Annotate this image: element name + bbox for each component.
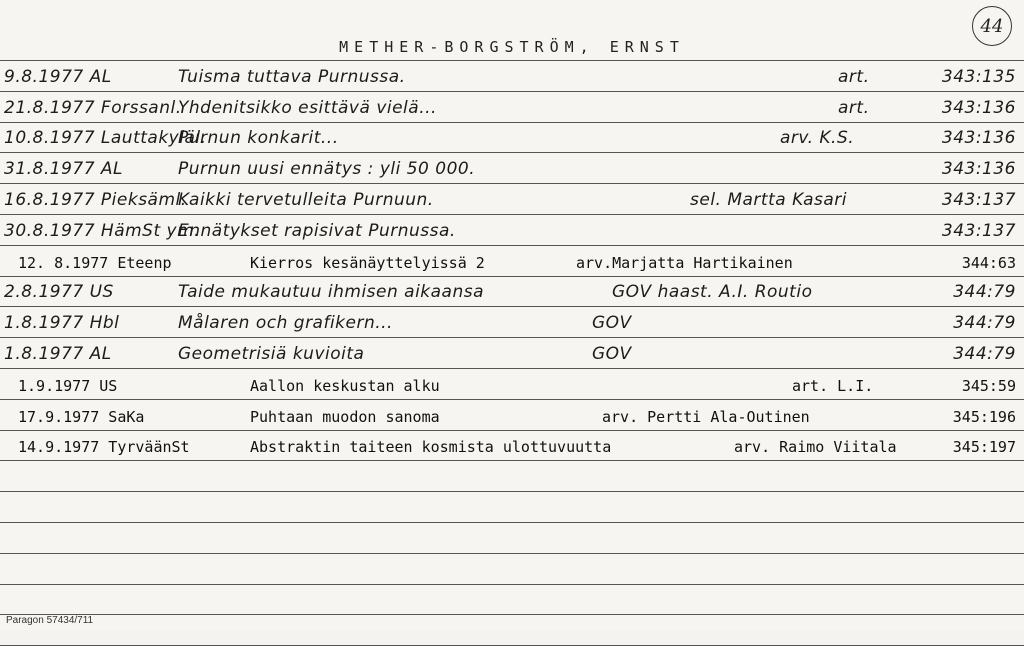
ruled-line [0,553,1024,554]
entry-date-source: 31.8.1977 AL [4,159,124,180]
ruled-line [0,399,1024,400]
ruled-line [0,91,1024,92]
entry-author: art. L.I. [792,376,874,395]
entry-author: GOV haast. A.I. Routio [612,282,813,303]
ruled-line [0,460,1024,461]
table-row [0,369,1024,399]
entry-author: arv.Marjatta Hartikainen [576,253,793,272]
ruled-line [0,491,1024,492]
entry-title: Yhdenitsikko esittävä vielä... [178,97,437,118]
entry-reference: 344:79 [953,313,1016,334]
entry-author: arv. Pertti Ala-Outinen [602,407,810,426]
entry-title: Abstraktin taiteen kosmista ulottuvuutta [250,438,612,457]
entry-date-source: 10.8.1977 Lauttakyläl. [4,128,207,149]
ruled-line [0,522,1024,523]
entry-date-source: 1.8.1977 AL [4,344,112,364]
ruled-line [0,276,1024,277]
ruled-line [0,306,1024,307]
entry-title: Målaren och grafikern... [178,313,393,334]
table-row [0,153,1024,183]
entry-reference: 344:79 [953,344,1016,364]
entry-reference: 343:136 [941,128,1016,149]
entry-author: sel. Martta Kasari [690,190,848,210]
entry-title: Aallon keskustan alku [250,376,440,395]
entry-date-source: 16.8.1977 Pieksäml. [4,190,187,210]
entry-reference: 343:136 [941,159,1016,180]
ruled-line [0,183,1024,184]
entry-title: Purnun konkarit... [178,128,339,149]
print-code: Paragon 57434/711 [6,615,94,626]
table-row [0,215,1024,245]
table-row [0,338,1024,368]
card-title: METHER-BORGSTRÖM, ERNST [339,38,685,56]
table-row [0,246,1024,276]
ruled-line [0,60,1024,61]
entry-date-source: 17.9.1977 SaKa [18,407,145,426]
entry-date-source: 1.8.1977 Hbl [4,313,120,334]
entry-date-source: 21.8.1977 Forssanl. [4,97,182,118]
entry-author: GOV [592,313,632,334]
table-row [0,276,1024,306]
entry-reference: 343:135 [941,66,1016,87]
ruled-line [0,214,1024,215]
table-row [0,184,1024,214]
entry-author: arv. K.S. [780,128,855,149]
ruled-line [0,245,1024,246]
entry-reference: 344:63 [961,253,1016,272]
entry-date-source: 2.8.1977 US [4,282,114,303]
ruled-line [0,614,1024,615]
entry-title: Puhtaan muodon sanoma [250,407,440,426]
entry-date-source: 12. 8.1977 Eteenp [18,253,172,272]
ruled-line [0,430,1024,431]
entry-reference: 343:137 [941,220,1016,241]
ruled-line [0,368,1024,369]
entry-reference: 343:136 [941,97,1016,118]
ruled-line [0,122,1024,123]
entry-title: Ennätykset rapisivat Purnussa. [178,220,456,241]
entry-date-source: 14.9.1977 TyrväänSt [18,438,190,457]
entry-reference: 345:59 [961,376,1016,395]
card-number: 44 [972,6,1012,46]
entry-reference: 344:79 [953,282,1016,303]
entry-date-source: 1.9.1977 US [18,376,118,395]
entry-date-source: 9.8.1977 AL [4,66,112,87]
table-row [0,400,1024,430]
entry-reference: 345:196 [952,407,1016,426]
entry-title: Kaikki tervetulleita Purnuun. [178,190,434,210]
entry-reference: 345:197 [952,438,1016,457]
ruled-line [0,337,1024,338]
table-row [0,122,1024,152]
entry-date-source: 30.8.1977 HämSt ym. [4,220,201,241]
entry-title: Taide mukautuu ihmisen aikaansa [178,282,485,303]
entry-title: Tuisma tuttava Purnussa. [178,66,406,87]
entry-title: Geometrisiä kuvioita [178,344,365,364]
ruled-line [0,152,1024,153]
table-row [0,430,1024,460]
entry-author: art. [838,97,870,118]
table-row [0,61,1024,91]
entry-author: art. [838,66,870,87]
entry-author: arv. Raimo Viitala [734,438,897,457]
table-row [0,92,1024,122]
entry-title: Purnun uusi ennätys : yli 50 000. [178,159,476,180]
ruled-line [0,584,1024,585]
entry-author: GOV [592,344,632,364]
entry-reference: 343:137 [941,190,1016,210]
table-row [0,307,1024,337]
entry-title: Kierros kesänäyttelyissä 2 [250,253,485,272]
